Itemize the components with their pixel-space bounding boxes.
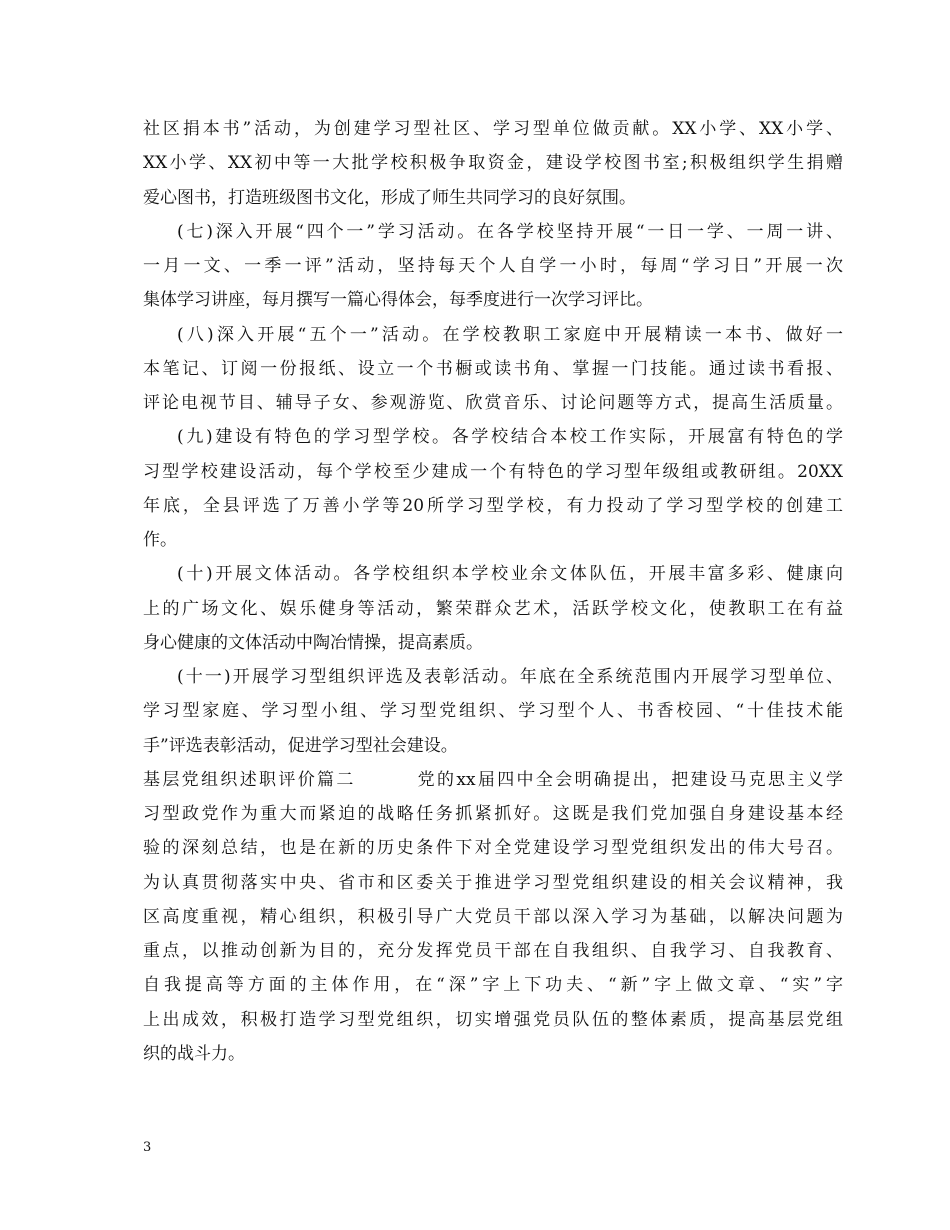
- text-line: 本笔记、订阅一份报纸、设立一个书橱或读书角、掌握一门技能。通过读书看报、: [143, 358, 843, 379]
- text-line: 上的广场文化、娱乐健身等活动，繁荣群众艺术，活跃学校文化，使教职工在有益: [143, 598, 843, 619]
- text-line: 作。: [143, 530, 177, 550]
- body-text: [143, 112, 843, 1071]
- text-line: 为认真贯彻落实中央、省市和区委关于推进学习型党组织建设的相关会议精神，我: [143, 872, 843, 893]
- text-line: 区高度重视，精心组织，积极引导广大党员干部以深入学习为基础，以解决问题为: [143, 906, 843, 927]
- text-line: 社区捐本书”活动，为创建学习型社区、学习型单位做贡献。XX小学、XX小学、: [143, 119, 843, 139]
- text-line: 基层党组织述职评价篇二 党的xx届四中全会明确提出，把建设马克思主义学: [143, 769, 843, 790]
- text-line: (八)深入开展“五个一”活动。在学校教职工家庭中开展精读一本书、做好一: [177, 324, 843, 345]
- text-line: (十)开展文体活动。各学校组织本学校业余文体队伍，开展丰富多彩、健康向: [177, 564, 843, 585]
- text-line: 手”评选表彰活动，促进学习型社会建设。: [143, 735, 458, 756]
- text-line: (九)建设有特色的学习型学校。各学校结合本校工作实际，开展富有特色的学: [177, 427, 843, 448]
- text-line: 验的深刻总结，也是在新的历史条件下对全党建设学习型党组织发出的伟大号召。: [143, 838, 843, 859]
- text-line: 自我提高等方面的主体作用，在“深”字上下功夫、“新”字上做文章、“实”字: [143, 975, 843, 996]
- text-line: 习型政党作为重大而紧迫的战略任务抓紧抓好。这既是我们党加强自身建设基本经: [143, 804, 843, 824]
- text-line: (十一)开展学习型组织评选及表彰活动。年底在全系统范围内开展学习型单位、: [177, 667, 843, 687]
- text-line: 身心健康的文体活动中陶冶情操，提高素质。: [143, 632, 483, 653]
- text-line: 一月一文、一季一评”活动，坚持每天个人自学一小时，每周“学习日”开展一次: [143, 256, 843, 276]
- text-line: 学习型家庭、学习型小组、学习型党组织、学习型个人、书香校园、“十佳技术能: [143, 701, 843, 722]
- text-line: 集体学习讲座，每月撰写一篇心得体会，每季度进行一次学习评比。: [143, 290, 653, 311]
- text-line: 评论电视节目、辅导子女、参观游览、欣赏音乐、讨论问题等方式，提高生活质量。: [143, 393, 843, 413]
- page-number: 3: [143, 1140, 152, 1155]
- text-line: 习型学校建设活动，每个学校至少建成一个有特色的学习型年级组或教研组。20XX: [143, 461, 843, 482]
- text-line: 上出成效，积极打造学习型党组织，切实增强党员队伍的整体素质，提高基层党组: [143, 1009, 843, 1030]
- text-line: 重点，以推动创新为目的，充分发挥党员干部在自我组织、自我学习、自我教育、: [143, 941, 843, 961]
- text-line: (七)深入开展“四个一”学习活动。在各学校坚持开展“一日一学、一周一讲、: [177, 221, 843, 242]
- text-line: 爱心图书，打造班级图书文化，形成了师生共同学习的良好氛围。: [143, 187, 636, 208]
- text-line: XX小学、XX初中等一大批学校积极争取资金，建设学校图书室;积极组织学生捐赠: [143, 153, 843, 174]
- text-line: 织的战斗力。: [143, 1043, 245, 1064]
- text-line: 年底，全县评选了万善小学等20所学习型学校，有力投动了学习型学校的创建工: [143, 495, 843, 516]
